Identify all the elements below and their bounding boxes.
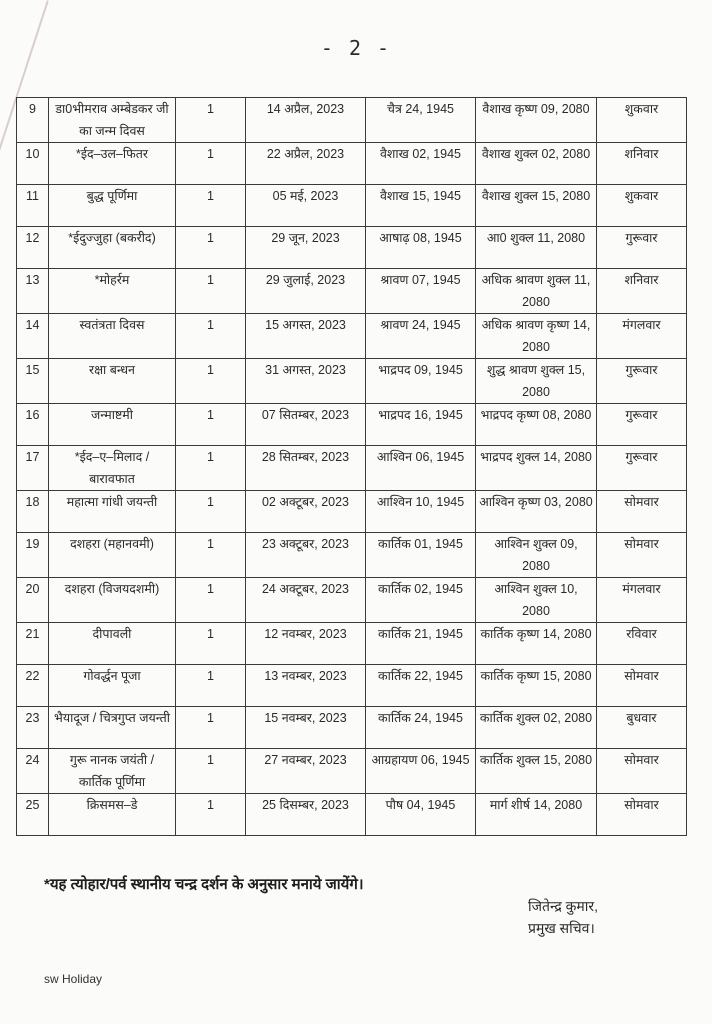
day-count-cell: 1: [176, 578, 246, 623]
weekday-cell: सोमवार: [597, 491, 687, 533]
saka-date-cell: पौष 04, 1945: [366, 794, 476, 836]
weekday-cell: शनिवार: [597, 143, 687, 185]
holiday-table-body: [17, 98, 687, 836]
saka-date-cell: वैशाख 02, 1945: [366, 143, 476, 185]
saka-date-cell: कार्तिक 22, 1945: [366, 665, 476, 707]
holiday-name-cell: दशहरा (महानवमी): [49, 533, 176, 578]
vikram-samvat-date-cell: भाद्रपद शुक्ल 14, 2080: [476, 446, 597, 491]
serial-number-cell: 14: [17, 314, 49, 359]
day-count-cell: 1: [176, 707, 246, 749]
holiday-table: [16, 97, 687, 836]
holiday-name-cell: *मोहर्रम: [49, 269, 176, 314]
gregorian-date-cell: 05 मई, 2023: [246, 185, 366, 227]
gregorian-date-cell: 24 अक्टूबर, 2023: [246, 578, 366, 623]
day-count-cell: 1: [176, 185, 246, 227]
serial-number-cell: 13: [17, 269, 49, 314]
table-row: [17, 446, 687, 491]
gregorian-date-cell: 14 अप्रैल, 2023: [246, 98, 366, 143]
table-row: [17, 491, 687, 533]
holiday-name-cell: क्रिसमस–डे: [49, 794, 176, 836]
day-count-cell: 1: [176, 359, 246, 404]
table-row: [17, 185, 687, 227]
gregorian-date-cell: 12 नवम्बर, 2023: [246, 623, 366, 665]
weekday-cell: सोमवार: [597, 749, 687, 794]
weekday-cell: गुरूवार: [597, 446, 687, 491]
saka-date-cell: कार्तिक 01, 1945: [366, 533, 476, 578]
vikram-samvat-date-cell: कार्तिक कृष्ण 15, 2080: [476, 665, 597, 707]
holiday-name-cell: भैयादूज / चित्रगुप्त जयन्ती: [49, 707, 176, 749]
weekday-cell: सोमवार: [597, 665, 687, 707]
serial-number-cell: 11: [17, 185, 49, 227]
serial-number-cell: 23: [17, 707, 49, 749]
serial-number-cell: 15: [17, 359, 49, 404]
weekday-cell: बुधवार: [597, 707, 687, 749]
serial-number-cell: 18: [17, 491, 49, 533]
serial-number-cell: 9: [17, 98, 49, 143]
vikram-samvat-date-cell: अधिक श्रावण कृष्ण 14, 2080: [476, 314, 597, 359]
holiday-name-cell: गोवर्द्धन पूजा: [49, 665, 176, 707]
gregorian-date-cell: 28 सितम्बर, 2023: [246, 446, 366, 491]
saka-date-cell: भाद्रपद 16, 1945: [366, 404, 476, 446]
table-row: [17, 269, 687, 314]
weekday-cell: गुरूवार: [597, 359, 687, 404]
weekday-cell: शनिवार: [597, 269, 687, 314]
table-row: [17, 749, 687, 794]
holiday-name-cell: दीपावली: [49, 623, 176, 665]
gregorian-date-cell: 02 अक्टूबर, 2023: [246, 491, 366, 533]
signatory-name: जितेन्द्र कुमार,: [528, 898, 599, 914]
day-count-cell: 1: [176, 314, 246, 359]
weekday-cell: शुकवार: [597, 185, 687, 227]
table-row: [17, 359, 687, 404]
saka-date-cell: वैशाख 15, 1945: [366, 185, 476, 227]
weekday-cell: सोमवार: [597, 533, 687, 578]
table-row: [17, 665, 687, 707]
vikram-samvat-date-cell: कार्तिक शुक्ल 02, 2080: [476, 707, 597, 749]
signatory-designation: प्रमुख सचिव।: [528, 920, 595, 936]
table-row: [17, 707, 687, 749]
weekday-cell: मंगलवार: [597, 578, 687, 623]
signature-block: [528, 895, 598, 939]
saka-date-cell: भाद्रपद 09, 1945: [366, 359, 476, 404]
day-count-cell: 1: [176, 98, 246, 143]
vikram-samvat-date-cell: शुद्ध श्रावण शुक्ल 15, 2080: [476, 359, 597, 404]
day-count-cell: 1: [176, 491, 246, 533]
gregorian-date-cell: 23 अक्टूबर, 2023: [246, 533, 366, 578]
gregorian-date-cell: 25 दिसम्बर, 2023: [246, 794, 366, 836]
file-reference: sw Holiday: [44, 972, 103, 986]
gregorian-date-cell: 29 जुलाई, 2023: [246, 269, 366, 314]
table-row: [17, 533, 687, 578]
gregorian-date-cell: 31 अगस्त, 2023: [246, 359, 366, 404]
day-count-cell: 1: [176, 794, 246, 836]
weekday-cell: मंगलवार: [597, 314, 687, 359]
saka-date-cell: आग्रहायण 06, 1945: [366, 749, 476, 794]
gregorian-date-cell: 27 नवम्बर, 2023: [246, 749, 366, 794]
holiday-name-cell: रक्षा बन्धन: [49, 359, 176, 404]
day-count-cell: 1: [176, 404, 246, 446]
saka-date-cell: कार्तिक 21, 1945: [366, 623, 476, 665]
holiday-name-cell: *ईद–ए–मिलाद / बारावफात: [49, 446, 176, 491]
vikram-samvat-date-cell: वैशाख शुक्ल 15, 2080: [476, 185, 597, 227]
vikram-samvat-date-cell: आश्विन कृष्ण 03, 2080: [476, 491, 597, 533]
gregorian-date-cell: 22 अप्रैल, 2023: [246, 143, 366, 185]
day-count-cell: 1: [176, 227, 246, 269]
page-number: - 2 -: [320, 36, 392, 60]
table-row: [17, 623, 687, 665]
vikram-samvat-date-cell: वैशाख कृष्ण 09, 2080: [476, 98, 597, 143]
vikram-samvat-date-cell: कार्तिक शुक्ल 15, 2080: [476, 749, 597, 794]
day-count-cell: 1: [176, 665, 246, 707]
saka-date-cell: आश्विन 06, 1945: [366, 446, 476, 491]
serial-number-cell: 24: [17, 749, 49, 794]
footnote: *यह त्योहार/पर्व स्थानीय चन्द्र दर्शन के अनुसार मनाये जायेंगे।: [44, 876, 364, 893]
holiday-name-cell: *ईद–उल–फितर: [49, 143, 176, 185]
table-row: [17, 227, 687, 269]
gregorian-date-cell: 15 अगस्त, 2023: [246, 314, 366, 359]
weekday-cell: शुकवार: [597, 98, 687, 143]
serial-number-cell: 12: [17, 227, 49, 269]
holiday-name-cell: दशहरा (विजयदशमी): [49, 578, 176, 623]
weekday-cell: रविवार: [597, 623, 687, 665]
day-count-cell: 1: [176, 269, 246, 314]
table-row: [17, 143, 687, 185]
day-count-cell: 1: [176, 623, 246, 665]
serial-number-cell: 21: [17, 623, 49, 665]
holiday-name-cell: *ईदुज्जुहा (बकरीद): [49, 227, 176, 269]
vikram-samvat-date-cell: अधिक श्रावण शुक्ल 11, 2080: [476, 269, 597, 314]
vikram-samvat-date-cell: आश्विन शुक्ल 09, 2080: [476, 533, 597, 578]
table-row: [17, 578, 687, 623]
vikram-samvat-date-cell: कार्तिक कृष्ण 14, 2080: [476, 623, 597, 665]
holiday-name-cell: जन्माष्टमी: [49, 404, 176, 446]
vikram-samvat-date-cell: आश्विन शुक्ल 10, 2080: [476, 578, 597, 623]
day-count-cell: 1: [176, 446, 246, 491]
vikram-samvat-date-cell: वैशाख शुक्ल 02, 2080: [476, 143, 597, 185]
serial-number-cell: 10: [17, 143, 49, 185]
weekday-cell: गुरूवार: [597, 404, 687, 446]
saka-date-cell: श्रावण 24, 1945: [366, 314, 476, 359]
day-count-cell: 1: [176, 749, 246, 794]
holiday-name-cell: स्वतंत्रता दिवस: [49, 314, 176, 359]
serial-number-cell: 25: [17, 794, 49, 836]
holiday-name-cell: महात्मा गांधी जयन्ती: [49, 491, 176, 533]
saka-date-cell: आषाढ़ 08, 1945: [366, 227, 476, 269]
saka-date-cell: चैत्र 24, 1945: [366, 98, 476, 143]
serial-number-cell: 16: [17, 404, 49, 446]
day-count-cell: 1: [176, 533, 246, 578]
day-count-cell: 1: [176, 143, 246, 185]
gregorian-date-cell: 29 जून, 2023: [246, 227, 366, 269]
weekday-cell: सोमवार: [597, 794, 687, 836]
holiday-name-cell: बुद्ध पूर्णिमा: [49, 185, 176, 227]
table-row: [17, 314, 687, 359]
table-row: [17, 794, 687, 836]
saka-date-cell: कार्तिक 02, 1945: [366, 578, 476, 623]
saka-date-cell: कार्तिक 24, 1945: [366, 707, 476, 749]
gregorian-date-cell: 13 नवम्बर, 2023: [246, 665, 366, 707]
saka-date-cell: आश्विन 10, 1945: [366, 491, 476, 533]
serial-number-cell: 20: [17, 578, 49, 623]
table-row: [17, 98, 687, 143]
gregorian-date-cell: 15 नवम्बर, 2023: [246, 707, 366, 749]
table-row: [17, 404, 687, 446]
saka-date-cell: श्रावण 07, 1945: [366, 269, 476, 314]
serial-number-cell: 17: [17, 446, 49, 491]
serial-number-cell: 19: [17, 533, 49, 578]
weekday-cell: गुरूवार: [597, 227, 687, 269]
holiday-name-cell: गुरू नानक जयंती / कार्तिक पूर्णिमा: [49, 749, 176, 794]
holiday-name-cell: डा0भीमराव अम्बेडकर जी का जन्म दिवस: [49, 98, 176, 143]
serial-number-cell: 22: [17, 665, 49, 707]
vikram-samvat-date-cell: भाद्रपद कृष्ण 08, 2080: [476, 404, 597, 446]
vikram-samvat-date-cell: मार्ग शीर्ष 14, 2080: [476, 794, 597, 836]
gregorian-date-cell: 07 सितम्बर, 2023: [246, 404, 366, 446]
vikram-samvat-date-cell: आ0 शुक्ल 11, 2080: [476, 227, 597, 269]
